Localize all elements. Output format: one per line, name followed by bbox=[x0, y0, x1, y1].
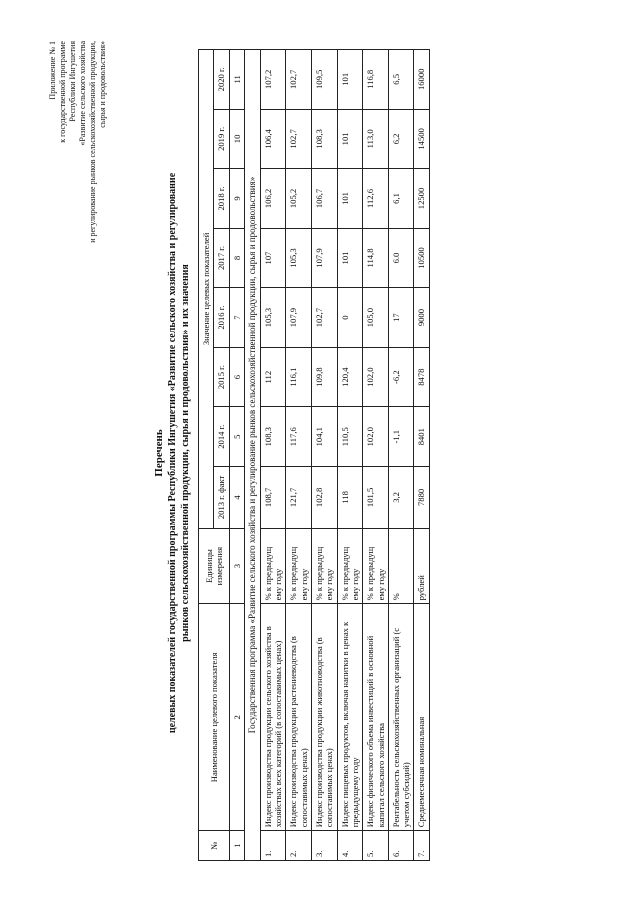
indicators-table bbox=[198, 49, 430, 861]
indicator-value: 10500 bbox=[414, 228, 429, 288]
header-year: 2020 г. bbox=[214, 49, 229, 109]
indicator-value: 106,2 bbox=[260, 168, 286, 228]
header-name: Наименование целевого показателя bbox=[199, 603, 230, 830]
indicator-value: 101,5 bbox=[363, 466, 389, 528]
appendix-line: и регулирование рынков сельскохозяйственной продукции, bbox=[88, 40, 97, 243]
indicator-name: Рентабельность сельскохозяйственных организаций (с учетом субсидий) bbox=[388, 603, 414, 830]
header-year: 2017 г. bbox=[214, 228, 229, 288]
title-subheading: целевых показателей государственной программы Республики Ингушетия «Развитие сельского хозяйства и регулирование bbox=[167, 172, 179, 733]
row-number: 4. bbox=[337, 830, 363, 860]
indicator-value: 116,1 bbox=[286, 347, 312, 407]
indicator-name: Индекс пищевых продуктов, включая напитки в ценах к предыдущему году bbox=[337, 603, 363, 830]
indicator-value: 104,1 bbox=[311, 406, 337, 466]
indicator-value: 3,2 bbox=[388, 466, 414, 528]
header-year: 2016 г. bbox=[214, 287, 229, 347]
document-title bbox=[152, 63, 192, 843]
title-subheading: рынков сельскохозяйственной продукции, сырья и продовольствия» и их значения bbox=[180, 263, 192, 642]
indicator-value: 6,2 bbox=[388, 109, 414, 169]
header-unit: Единицы измерения bbox=[199, 528, 230, 604]
column-index: 5 bbox=[229, 406, 244, 466]
indicator-value: 6,1 bbox=[388, 168, 414, 228]
column-index: 8 bbox=[229, 228, 244, 288]
indicator-value: 121,7 bbox=[286, 466, 312, 528]
indicator-value: 102,0 bbox=[363, 406, 389, 466]
row-number: 7. bbox=[414, 830, 429, 860]
column-index: 7 bbox=[229, 287, 244, 347]
indicator-unit: % bbox=[388, 528, 414, 604]
table-row bbox=[337, 49, 363, 860]
indicator-name: Индекс производства продукции животноводства (в сопоставимых ценах) bbox=[311, 603, 337, 830]
indicator-value: 106,7 bbox=[311, 168, 337, 228]
column-index: 6 bbox=[229, 347, 244, 407]
column-index: 4 bbox=[229, 466, 244, 528]
column-index: 1 bbox=[229, 830, 244, 860]
indicator-value: 107,9 bbox=[286, 287, 312, 347]
indicator-value: 107 bbox=[260, 228, 286, 288]
rotated-document-page bbox=[40, 23, 600, 883]
indicator-value: 102,7 bbox=[286, 109, 312, 169]
column-index-row bbox=[229, 49, 244, 860]
table-row bbox=[260, 49, 286, 860]
indicator-name: Индекс производства продукции растениеводства (в сопоставимых ценах) bbox=[286, 603, 312, 830]
indicator-unit: % к предыдущ ему году bbox=[311, 528, 337, 604]
appendix-line: «Развитие сельского хозяйства bbox=[78, 40, 87, 146]
row-number: 5. bbox=[363, 830, 389, 860]
indicator-value: 102,8 bbox=[311, 466, 337, 528]
table-row bbox=[311, 49, 337, 860]
row-number: 1. bbox=[260, 830, 286, 860]
indicator-value: 102,7 bbox=[286, 49, 312, 109]
indicator-value: 101 bbox=[337, 109, 363, 169]
indicator-unit: % к предыдущ ему году bbox=[286, 528, 312, 604]
column-index: 10 bbox=[229, 109, 244, 169]
header-year: 2018 г. bbox=[214, 168, 229, 228]
indicator-value: 107,2 bbox=[260, 49, 286, 109]
indicator-name: Среднемесячная номинальная bbox=[414, 603, 429, 830]
indicator-name: Индекс физического объема инвестиций в основной капитал сельского хозяйства bbox=[363, 603, 389, 830]
program-section-row bbox=[244, 49, 260, 860]
indicator-value: 112 bbox=[260, 347, 286, 407]
indicator-unit: % к предыдущ ему году bbox=[337, 528, 363, 604]
indicator-value: 8478 bbox=[414, 347, 429, 407]
indicator-value: 6.0 bbox=[388, 228, 414, 288]
column-index: 9 bbox=[229, 168, 244, 228]
indicator-value: 0 bbox=[337, 287, 363, 347]
indicator-value: 105,2 bbox=[286, 168, 312, 228]
indicator-value: 112,6 bbox=[363, 168, 389, 228]
indicator-value: 106,4 bbox=[260, 109, 286, 169]
indicator-unit: рублей bbox=[414, 528, 429, 604]
indicator-value: 108,7 bbox=[260, 466, 286, 528]
column-index: 11 bbox=[229, 49, 244, 109]
indicator-value: 9000 bbox=[414, 287, 429, 347]
indicator-value: 101 bbox=[337, 168, 363, 228]
indicator-value: 113,0 bbox=[363, 109, 389, 169]
header-year: 2019 г. bbox=[214, 109, 229, 169]
indicator-value: 101 bbox=[337, 49, 363, 109]
indicator-value: 12500 bbox=[414, 168, 429, 228]
row-number: 2. bbox=[286, 830, 312, 860]
header-num: № bbox=[199, 830, 230, 860]
header-year: 2013 г. факт bbox=[214, 466, 229, 528]
indicator-value: 109,5 bbox=[311, 49, 337, 109]
appendix-note bbox=[48, 41, 108, 361]
header-year: 2015 г. bbox=[214, 347, 229, 407]
program-label: Государственная программа «Развитие сельского хозяйства и регулирование рынков сельскохозяйственной продукции, сырья и продовольствия» bbox=[244, 49, 260, 860]
indicator-value: 17 bbox=[388, 287, 414, 347]
table-row bbox=[414, 49, 429, 860]
indicator-value: 116,8 bbox=[363, 49, 389, 109]
column-index: 3 bbox=[229, 528, 244, 604]
indicator-value: 102,7 bbox=[311, 287, 337, 347]
indicator-value: 105,3 bbox=[286, 228, 312, 288]
indicator-unit: % к предыдущ ему году bbox=[363, 528, 389, 604]
table-row bbox=[286, 49, 312, 860]
indicator-value: 102,0 bbox=[363, 347, 389, 407]
table-row bbox=[363, 49, 389, 860]
row-number: 6. bbox=[388, 830, 414, 860]
indicator-value: 101 bbox=[337, 228, 363, 288]
indicator-value: 6,5 bbox=[388, 49, 414, 109]
header-values-group: Значение целевых показателей bbox=[199, 49, 214, 528]
indicator-value: 14500 bbox=[414, 109, 429, 169]
header-row bbox=[199, 49, 214, 860]
indicator-value: 16000 bbox=[414, 49, 429, 109]
column-index: 2 bbox=[229, 603, 244, 830]
indicator-value: -1,1 bbox=[388, 406, 414, 466]
header-year: 2014 г. bbox=[214, 406, 229, 466]
indicator-value: 117,6 bbox=[286, 406, 312, 466]
indicator-rows bbox=[260, 49, 429, 860]
indicator-value: 120,4 bbox=[337, 347, 363, 407]
indicator-value: 105,0 bbox=[363, 287, 389, 347]
row-number: 3. bbox=[311, 830, 337, 860]
indicator-value: 114,8 bbox=[363, 228, 389, 288]
indicator-unit: % к предыдущ ему году bbox=[260, 528, 286, 604]
indicator-value: 109,8 bbox=[311, 347, 337, 407]
indicator-value: 107,9 bbox=[311, 228, 337, 288]
indicator-value: 105,3 bbox=[260, 287, 286, 347]
indicator-value: 8401 bbox=[414, 406, 429, 466]
indicator-value: 108,3 bbox=[311, 109, 337, 169]
indicator-value: 118 bbox=[337, 466, 363, 528]
title-heading: Перечень bbox=[153, 428, 165, 477]
indicator-value: -6,2 bbox=[388, 347, 414, 407]
indicator-value: 7880 bbox=[414, 466, 429, 528]
table-row bbox=[388, 49, 414, 860]
appendix-line: Приложение № 1 bbox=[48, 40, 57, 100]
appendix-line: сырья и продовольствия» bbox=[98, 40, 107, 128]
indicator-value: 110,5 bbox=[337, 406, 363, 466]
indicator-value: 108,3 bbox=[260, 406, 286, 466]
appendix-line: Республики Ингушетия bbox=[68, 40, 77, 122]
appendix-line: к государственной программе bbox=[58, 40, 67, 143]
indicator-name: Индекс производства продукции сельского хозяйства в хозяйствах всех категорий (в сопоставимых ценах) bbox=[260, 603, 286, 830]
